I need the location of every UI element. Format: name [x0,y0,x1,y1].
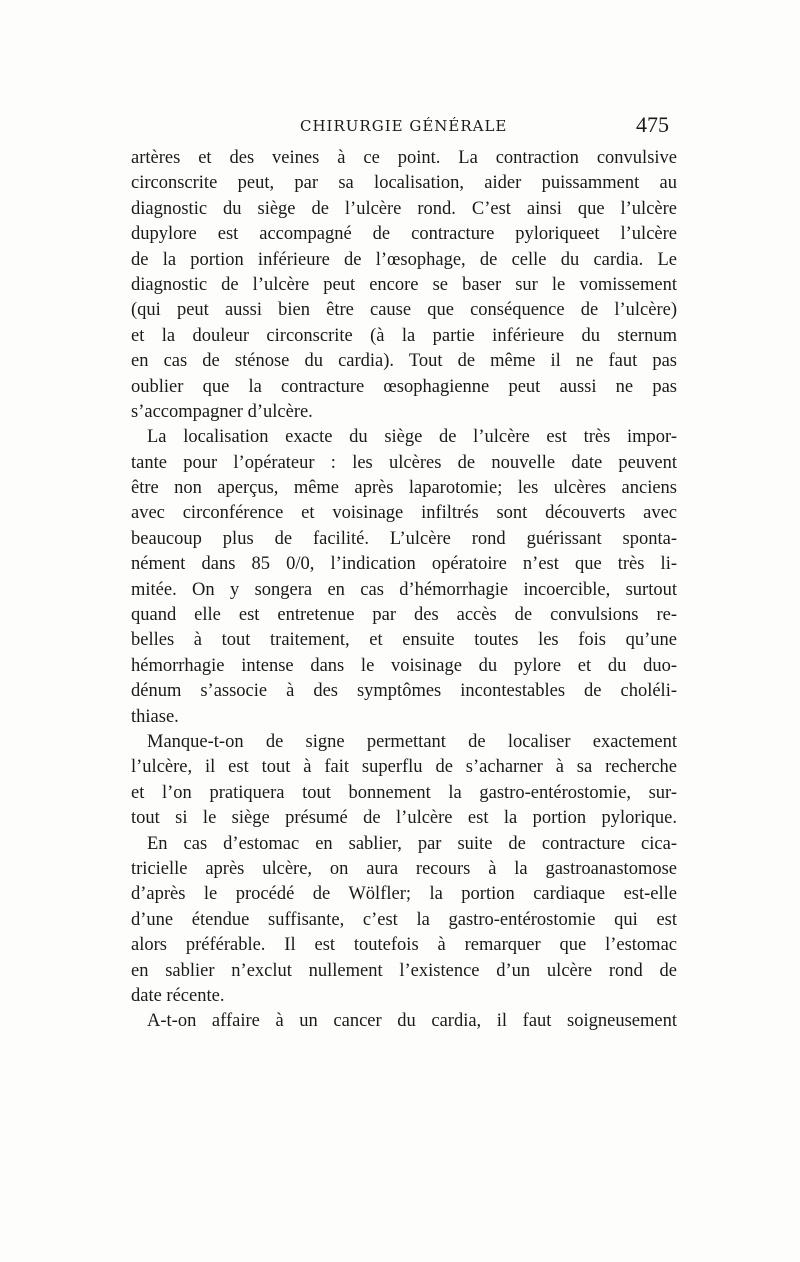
text-line: (qui peut aussi bien être cause que conséquence de l’ulcère) [131,300,677,321]
text-line: beaucoup plus de facilité. L’ulcère rond guérissant sponta- [131,528,677,549]
text-line: dénum s’associe à des symptômes incontestables de choléli- [131,681,677,702]
text-line: quand elle est entretenue par des accès de convulsions re- [131,605,677,626]
text-line: circonscrite peut, par sa localisation, aider puissamment au [131,173,677,194]
text-line: l’ulcère, il est tout à fait superflu de s’acharner à sa recherche [131,757,677,778]
text-line: hémorrhagie intense dans le voisinage du pylore et du duo- [131,655,677,676]
text-line: alors préférable. Il est toutefois à remarquer que l’estomac [131,935,677,956]
text-line: en cas de sténose du cardia). Tout de même il ne faut pas [131,351,677,372]
text-line: mitée. On y songera en cas d’hémorrhagie incoercible, surtout [131,579,677,600]
text-line: être non aperçus, même après laparotomie; les ulcères anciens [131,478,677,499]
text-line: dupylore est accompagné de contracture pyloriqueet l’ulcère [131,224,677,245]
text-line: artères et des veines à ce point. La contraction convulsive [131,148,677,168]
running-header: CHIRURGIE GÉNÉRALE [300,117,508,135]
body-text [131,146,677,1035]
text-line: En cas d’estomac en sablier, par suite de contracture cica- [147,833,677,854]
text-line: de la portion inférieure de l’œsophage, de celle du cardia. Le [131,249,677,270]
text-line: tante pour l’opérateur : les ulcères de nouvelle date peuvent [131,452,677,473]
text-line: oublier que la contracture œsophagienne peut aussi ne pas [131,376,677,397]
text-line: date récente. [131,985,225,1006]
text-line: et la douleur circonscrite (à la partie inférieure du sternum [131,325,677,346]
page-number: 475 [636,112,669,137]
text-line: diagnostic du siège de l’ulcère rond. C’est ainsi que l’ulcère [131,198,677,219]
text-line: thiase. [131,706,179,727]
text-line: d’une étendue suffisante, c’est la gastro-entérostomie qui est [131,909,677,930]
text-line: avec circonférence et voisinage infiltrés sont découverts avec [131,503,677,524]
text-line: tricielle après ulcère, on aura recours à la gastroanastomose [131,858,677,879]
text-line: s’accompagner d’ulcère. [131,401,313,422]
text-line: en sablier n’exclut nullement l’existence d’un ulcère rond de [131,960,677,981]
text-line: A-t-on affaire à un cancer du cardia, il faut soigneusement [147,1011,677,1032]
text-line: belles à tout traitement, et ensuite toutes les fois qu’une [131,630,677,651]
text-line: diagnostic de l’ulcère peut encore se baser sur le vomissement [131,274,677,295]
text-line: d’après le procédé de Wölfler; la portion cardiaque est-elle [131,884,677,905]
text-line: nément dans 85 0/0, l’indication opératoire n’est que très li- [131,554,677,575]
text-line: Manque-t-on de signe permettant de localiser exactement [147,731,677,752]
text-line: et l’on pratiquera tout bonnement la gastro-entérostomie, sur- [131,782,677,803]
text-line: La localisation exacte du siège de l’ulcère est très impor- [147,427,677,448]
text-line: tout si le siège présumé de l’ulcère est la portion pylorique. [131,808,677,829]
